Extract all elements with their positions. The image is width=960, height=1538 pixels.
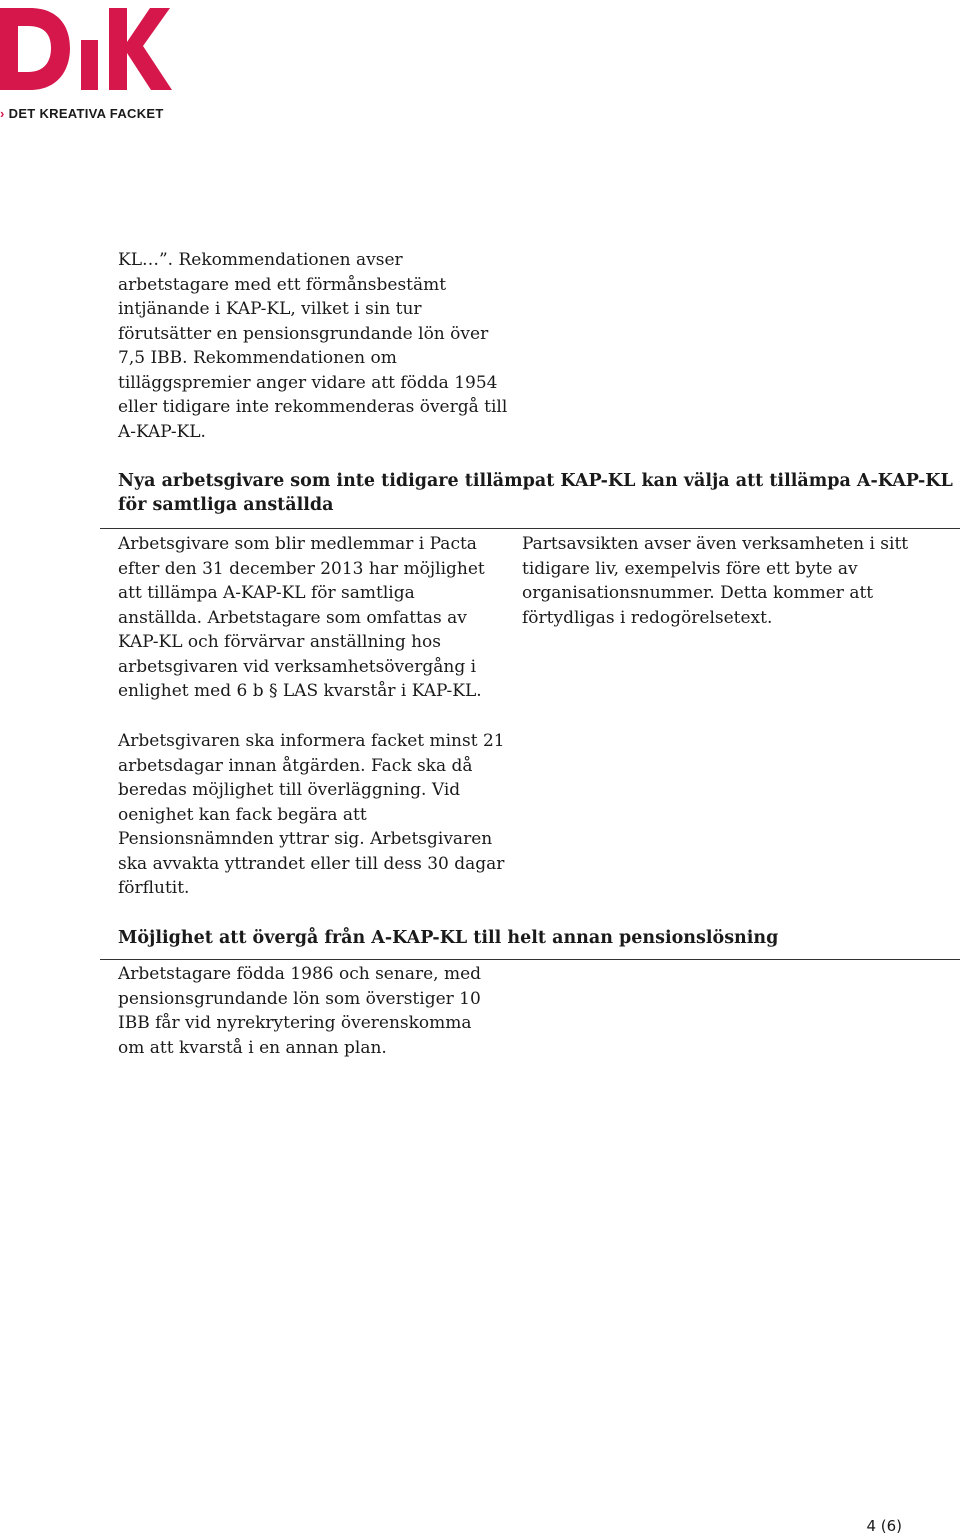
section1-heading: Nya arbetsgivare som inte tidigare tillämpat KAP-KL kan välja att tillämpa A-KAP-KL för samtliga anställda xyxy=(118,471,953,515)
section2-paragraph: Arbetstagare födda 1986 och senare, med pensionsgrundande lön som överstiger 10 IBB får vid nyrekrytering överenskomma om att kvarstå i en annan plan. xyxy=(118,964,482,1058)
chevron-right-icon: › xyxy=(0,106,5,121)
page-number: 4 (6) xyxy=(866,1517,902,1535)
section2-heading: Möjlighet att övergå från A-KAP-KL till helt annan pensionslösning xyxy=(118,928,779,948)
tagline-text: DET KREATIVA FACKET xyxy=(8,106,164,121)
intro-paragraph: KL…”. Rekommendationen avser arbetstagare med ett förmånsbestämt intjänande i KAP-KL, vilket i sin tur förutsätter en pensionsgrundande lön över 7,5 IBB. Rekommendationen om tilläggspremier anger vidare att födda 1954 eller tidigare inte rekommenderas övergå till A-KAP-KL. xyxy=(118,250,508,442)
section1-left-paragraph-2: Arbetsgivaren ska informera facket minst 21 arbetsdagar innan åtgärden. Fack ska då beredas möjlighet till överläggning. Vid oenighet kan fack begära att Pensionsnämnden yttrar sig. Arbetsgivaren ska avvakta yttrandet eller till dess 30 dagar förflutit. xyxy=(118,731,505,898)
section1-left-paragraph-1: Arbetsgivare som blir medlemmar i Pacta efter den 31 december 2013 har möjlighet att tillämpa A-KAP-KL för samtliga anställda. Arbetstagare som omfattas av KAP-KL och förvärvar anställning hos arbetsgivaren vid verksamhetsövergång i enlighet med 6 b § LAS kvarstår i KAP-KL. xyxy=(118,534,485,701)
dik-logo-mark xyxy=(0,0,180,100)
section2-divider xyxy=(100,959,960,960)
logo-tagline xyxy=(0,106,164,121)
section1-divider xyxy=(100,528,960,529)
section1-right-paragraph: Partsavsikten avser även verksamheten i sitt tidigare liv, exempelvis före ett byte av organisationsnummer. Detta kommer att förtydligas i redogörelsetext. xyxy=(522,534,909,628)
